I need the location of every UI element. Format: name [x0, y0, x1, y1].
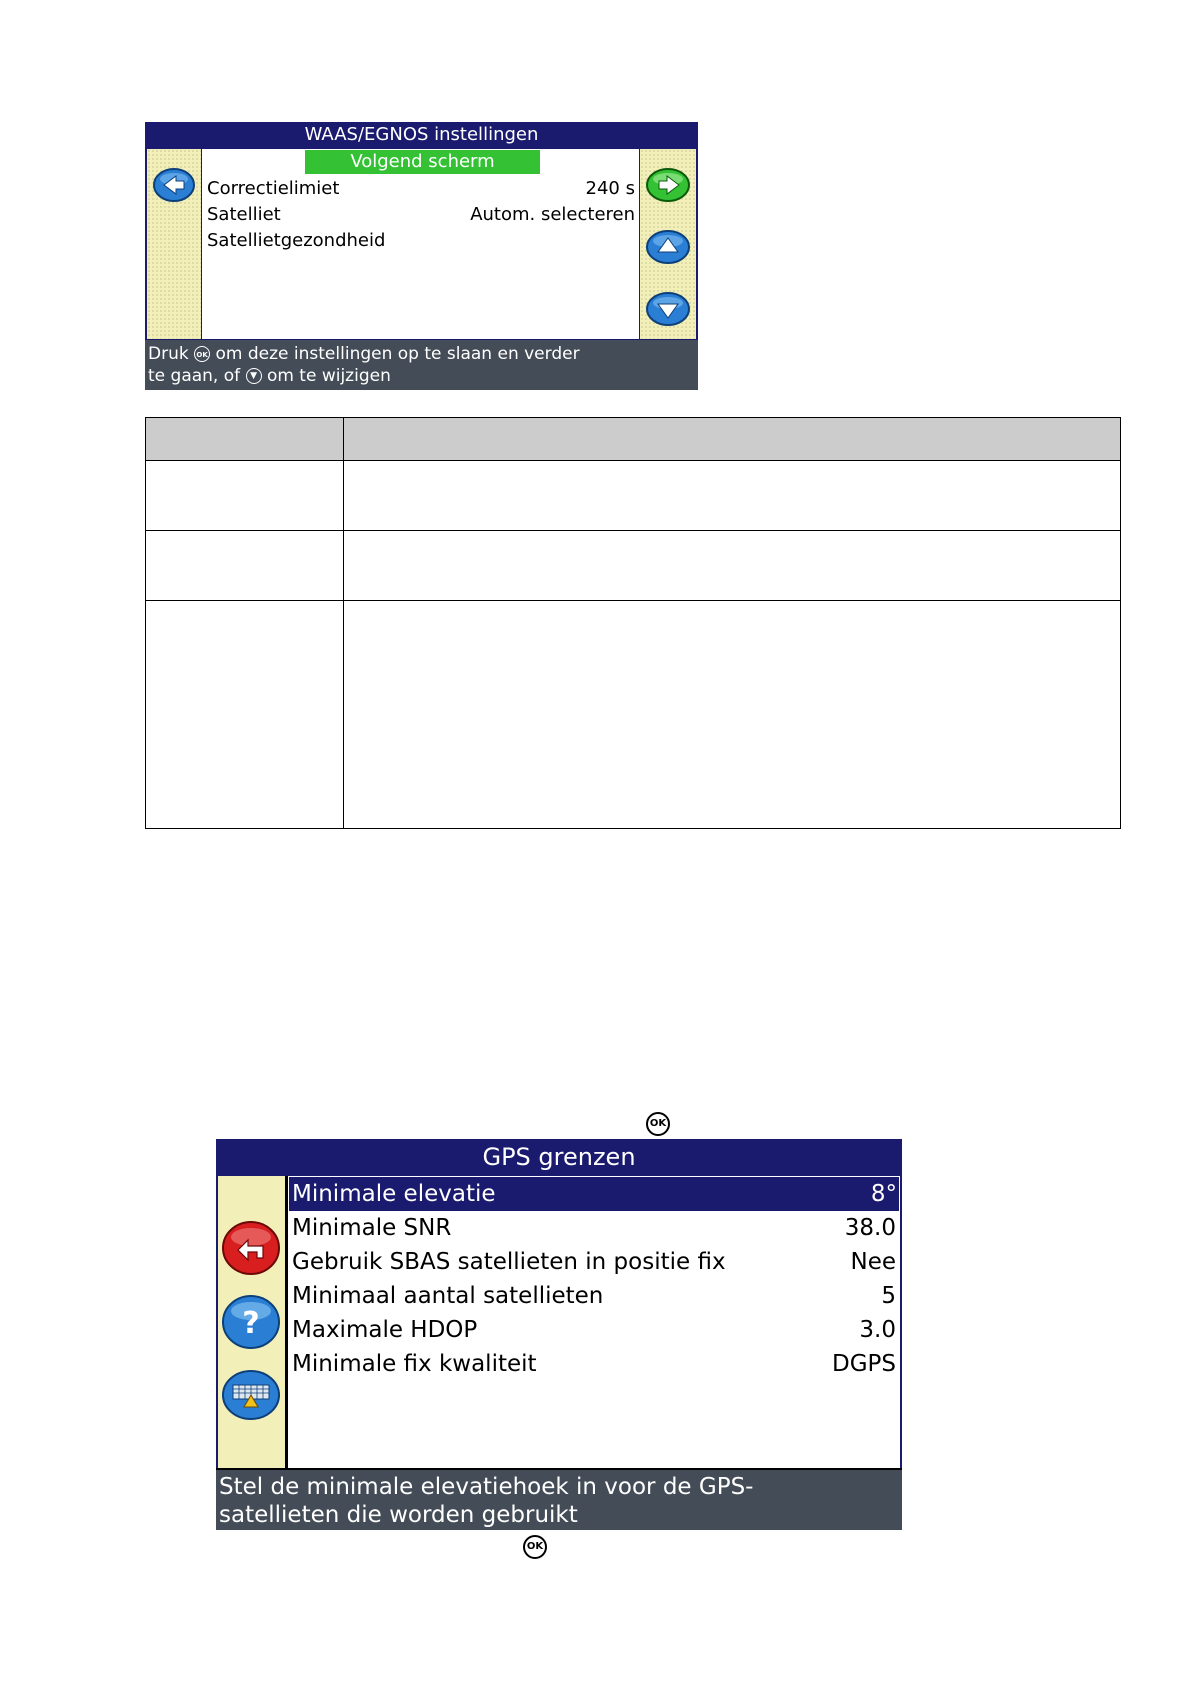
table-row: [146, 601, 1121, 829]
setting-label: Minimale elevatie: [292, 1181, 496, 1207]
screen-title: WAAS/EGNOS instellingen: [304, 124, 539, 145]
satellite-icon[interactable]: [221, 1369, 281, 1421]
down-button-icon: ▼: [246, 368, 262, 384]
table-cell: [344, 531, 1121, 601]
footer-text: Druk: [148, 344, 189, 364]
table-header-cell: [146, 418, 344, 461]
table-cell: [344, 461, 1121, 531]
setting-label: Minimaal aantal satellieten: [292, 1283, 604, 1309]
footer-line-1: [148, 343, 695, 365]
setting-row-minimale-snr[interactable]: [292, 1211, 898, 1245]
setting-label: Satellietgezondheid: [207, 230, 386, 251]
right-panel: [640, 149, 696, 339]
table-row: [146, 531, 1121, 601]
ok-symbol-icon: OK: [523, 1535, 547, 1559]
left-panel: [147, 149, 201, 339]
table-cell: [146, 461, 344, 531]
table-row: [146, 461, 1121, 531]
ok-button-icon: OK: [194, 346, 210, 362]
setting-row-satelliet[interactable]: [207, 202, 635, 228]
left-panel: [218, 1176, 285, 1468]
footer-text: om deze instellingen op te slaan en verder: [215, 344, 580, 364]
screen-title: GPS grenzen: [482, 1143, 636, 1171]
setting-value: 3.0: [859, 1317, 896, 1343]
help-text-footer: [145, 340, 698, 390]
setting-value: 38.0: [844, 1215, 896, 1241]
ok-symbol-icon: OK: [646, 1112, 670, 1136]
table-cell: [146, 601, 344, 829]
footer-line-2: [148, 365, 695, 387]
arrow-right-icon[interactable]: [645, 167, 691, 203]
settings-table: [145, 417, 1121, 829]
setting-row-minimaal-aantal-satellieten[interactable]: [292, 1279, 898, 1313]
svg-text:?: ?: [242, 1306, 260, 1341]
footer-text: te gaan, of: [148, 366, 241, 386]
setting-label: Correctielimiet: [207, 178, 340, 199]
setting-value: Nee: [850, 1249, 896, 1275]
setting-value: 5: [881, 1283, 896, 1309]
setting-label: Maximale HDOP: [292, 1317, 478, 1343]
setting-row-satellietgezondheid[interactable]: [207, 228, 635, 254]
table-header-cell: [344, 418, 1121, 461]
table-cell: [344, 601, 1121, 829]
setting-row-minimale-fix-kwaliteit[interactable]: [292, 1347, 898, 1381]
setting-row-correctielimiet[interactable]: [207, 176, 635, 202]
setting-row-gebruik-sbas[interactable]: [292, 1245, 898, 1279]
setting-label: Satelliet: [207, 204, 281, 225]
footer-line-2: satellieten die worden gebruikt: [219, 1502, 578, 1528]
footer-line-1: Stel de minimale elevatiehoek in voor de GPS-: [219, 1474, 754, 1500]
setting-value: 240 s: [585, 178, 635, 199]
setting-label: Minimale SNR: [292, 1215, 452, 1241]
help-icon[interactable]: [221, 1294, 281, 1350]
footer-text: om te wijzigen: [266, 366, 391, 386]
waas-egnos-screen: [145, 122, 698, 390]
next-screen-button[interactable]: Volgend scherm: [305, 150, 540, 174]
setting-label: Minimale fix kwaliteit: [292, 1351, 537, 1377]
arrow-down-icon[interactable]: [645, 291, 691, 327]
arrow-up-icon[interactable]: [645, 229, 691, 265]
setting-row-maximale-hdop[interactable]: [292, 1313, 898, 1347]
gps-limits-screen: [216, 1139, 902, 1530]
back-icon[interactable]: [221, 1220, 281, 1276]
setting-label: Gebruik SBAS satellieten in positie fix: [292, 1249, 726, 1275]
setting-value: Autom. selecteren: [470, 204, 635, 225]
help-text-footer: [216, 1468, 902, 1530]
table-header-row: [146, 418, 1121, 461]
setting-row-minimale-elevatie[interactable]: [289, 1177, 899, 1211]
setting-value: 8°: [870, 1181, 897, 1207]
setting-value: DGPS: [831, 1351, 896, 1377]
table-cell: [146, 531, 344, 601]
arrow-left-icon[interactable]: [152, 167, 196, 203]
